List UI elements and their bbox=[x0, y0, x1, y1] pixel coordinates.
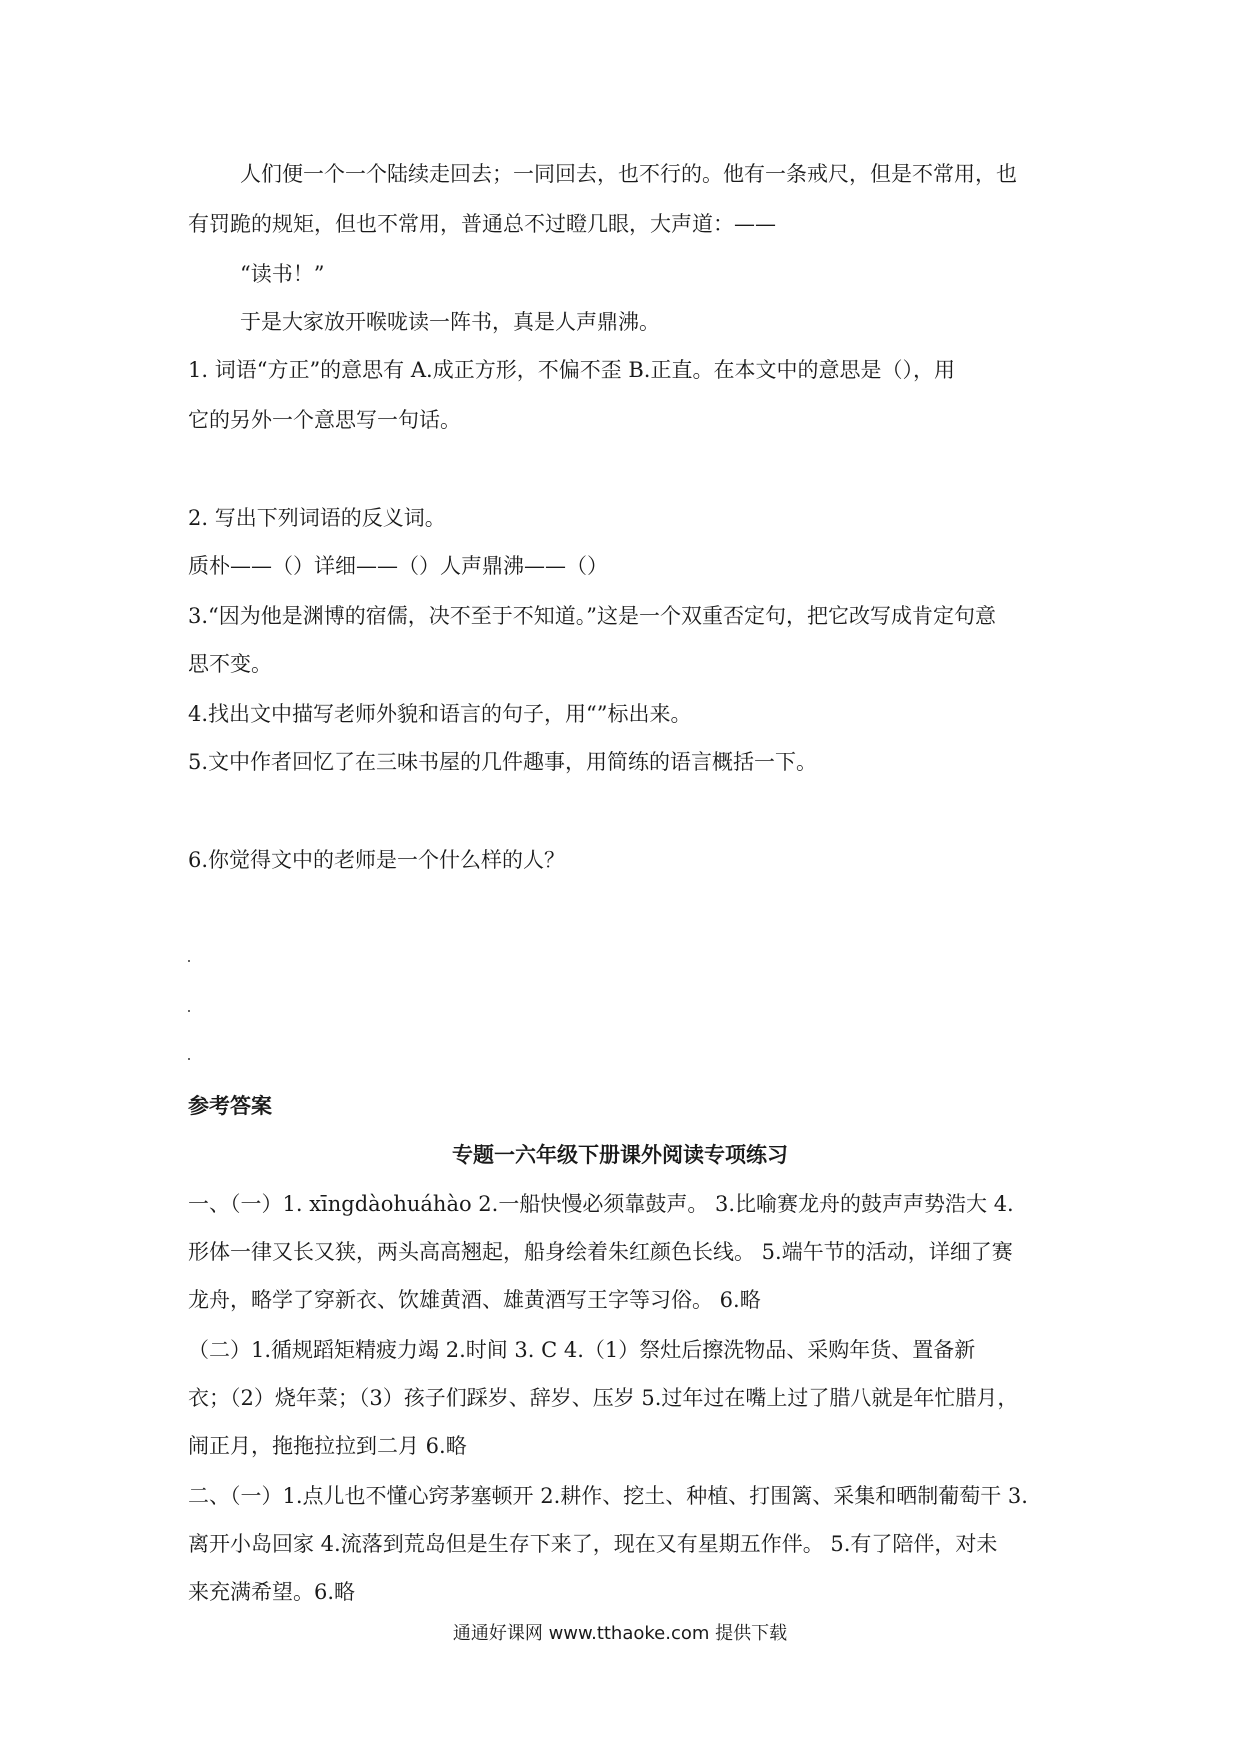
answer-line: 龙舟，略学了穿新衣、饮雄黄酒、雄黄酒写王字等习俗。 6.略 bbox=[188, 1288, 761, 1312]
answer-line: （二）1.循规蹈矩精疲力竭 2.时间 3. C 4.（1）祭灶后擦洗物品、采购年货、置备新 bbox=[188, 1338, 976, 1362]
answer-line: 一、（一）1. xīngdàohuáhào 2.一船快慢必须靠鼓声。 3.比喻赛龙舟的鼓声声势浩大 4. bbox=[188, 1192, 1014, 1216]
answers-heading: 参考答案 bbox=[188, 1093, 272, 1118]
question-2-items: 质朴——（）详细——（）人声鼎沸——（） bbox=[188, 554, 608, 578]
passage-line: 人们便一个一个陆续走回去；一同回去，也不行的。他有一条戒尺，但是不常用，也 bbox=[240, 162, 1017, 186]
question-3: 3.“因为他是渊博的宿儒，决不至于不知道。”这是一个双重否定句，把它改写成肯定句意 bbox=[188, 604, 997, 628]
question-2: 2. 写出下列词语的反义词。 bbox=[188, 506, 446, 530]
passage-line: 有罚跪的规矩，但也不常用，普通总不过瞪几眼，大声道：—— bbox=[188, 212, 776, 236]
question-6: 6.你觉得文中的老师是一个什么样的人？ bbox=[188, 848, 566, 872]
answer-line: 离开小岛回家 4.流落到荒岛但是生存下来了，现在又有星期五作伴。 5.有了陪伴，对未 bbox=[188, 1532, 998, 1556]
stray-mark bbox=[188, 1010, 190, 1012]
answer-line: 二、（一）1.点儿也不懂心窍茅塞顿开 2.耕作、挖土、种植、打围篱、采集和晒制葡萄干 3. bbox=[188, 1484, 1028, 1508]
question-4: 4.找出文中描写老师外貌和语言的句子，用“”标出来。 bbox=[188, 702, 692, 726]
question-5: 5.文中作者回忆了在三味书屋的几件趣事，用简练的语言概括一下。 bbox=[188, 750, 818, 774]
question-3-cont: 思不变。 bbox=[188, 652, 272, 676]
answers-title: 专题一六年级下册课外阅读专项练习 bbox=[452, 1142, 788, 1167]
answer-line: 闹正月，拖拖拉拉到二月 6.略 bbox=[188, 1434, 467, 1458]
question-1: 1. 词语“方正”的意思有 A.成正方形，不偏不歪 B.正直。在本文中的意思是（），用 bbox=[188, 358, 955, 382]
question-1-cont: 它的另外一个意思写一句话。 bbox=[188, 408, 461, 432]
answer-line: 衣；（2）烧年菜；（3）孩子们踩岁、辞岁、压岁 5.过年过在嘴上过了腊八就是年忙腊月， bbox=[188, 1386, 1019, 1410]
stray-mark bbox=[188, 1058, 190, 1060]
answer-line: 来充满希望。6.略 bbox=[188, 1580, 356, 1604]
passage-line: “读书！” bbox=[240, 262, 325, 286]
answer-line: 形体一律又长又狭，两头高高翘起，船身绘着朱红颜色长线。 5.端午节的活动，详细了赛 bbox=[188, 1240, 1013, 1264]
passage-line: 于是大家放开喉咙读一阵书，真是人声鼎沸。 bbox=[240, 310, 660, 334]
stray-mark bbox=[188, 960, 190, 962]
page-footer: 通通好课网 www.tthaoke.com 提供下载 bbox=[452, 1623, 788, 1644]
